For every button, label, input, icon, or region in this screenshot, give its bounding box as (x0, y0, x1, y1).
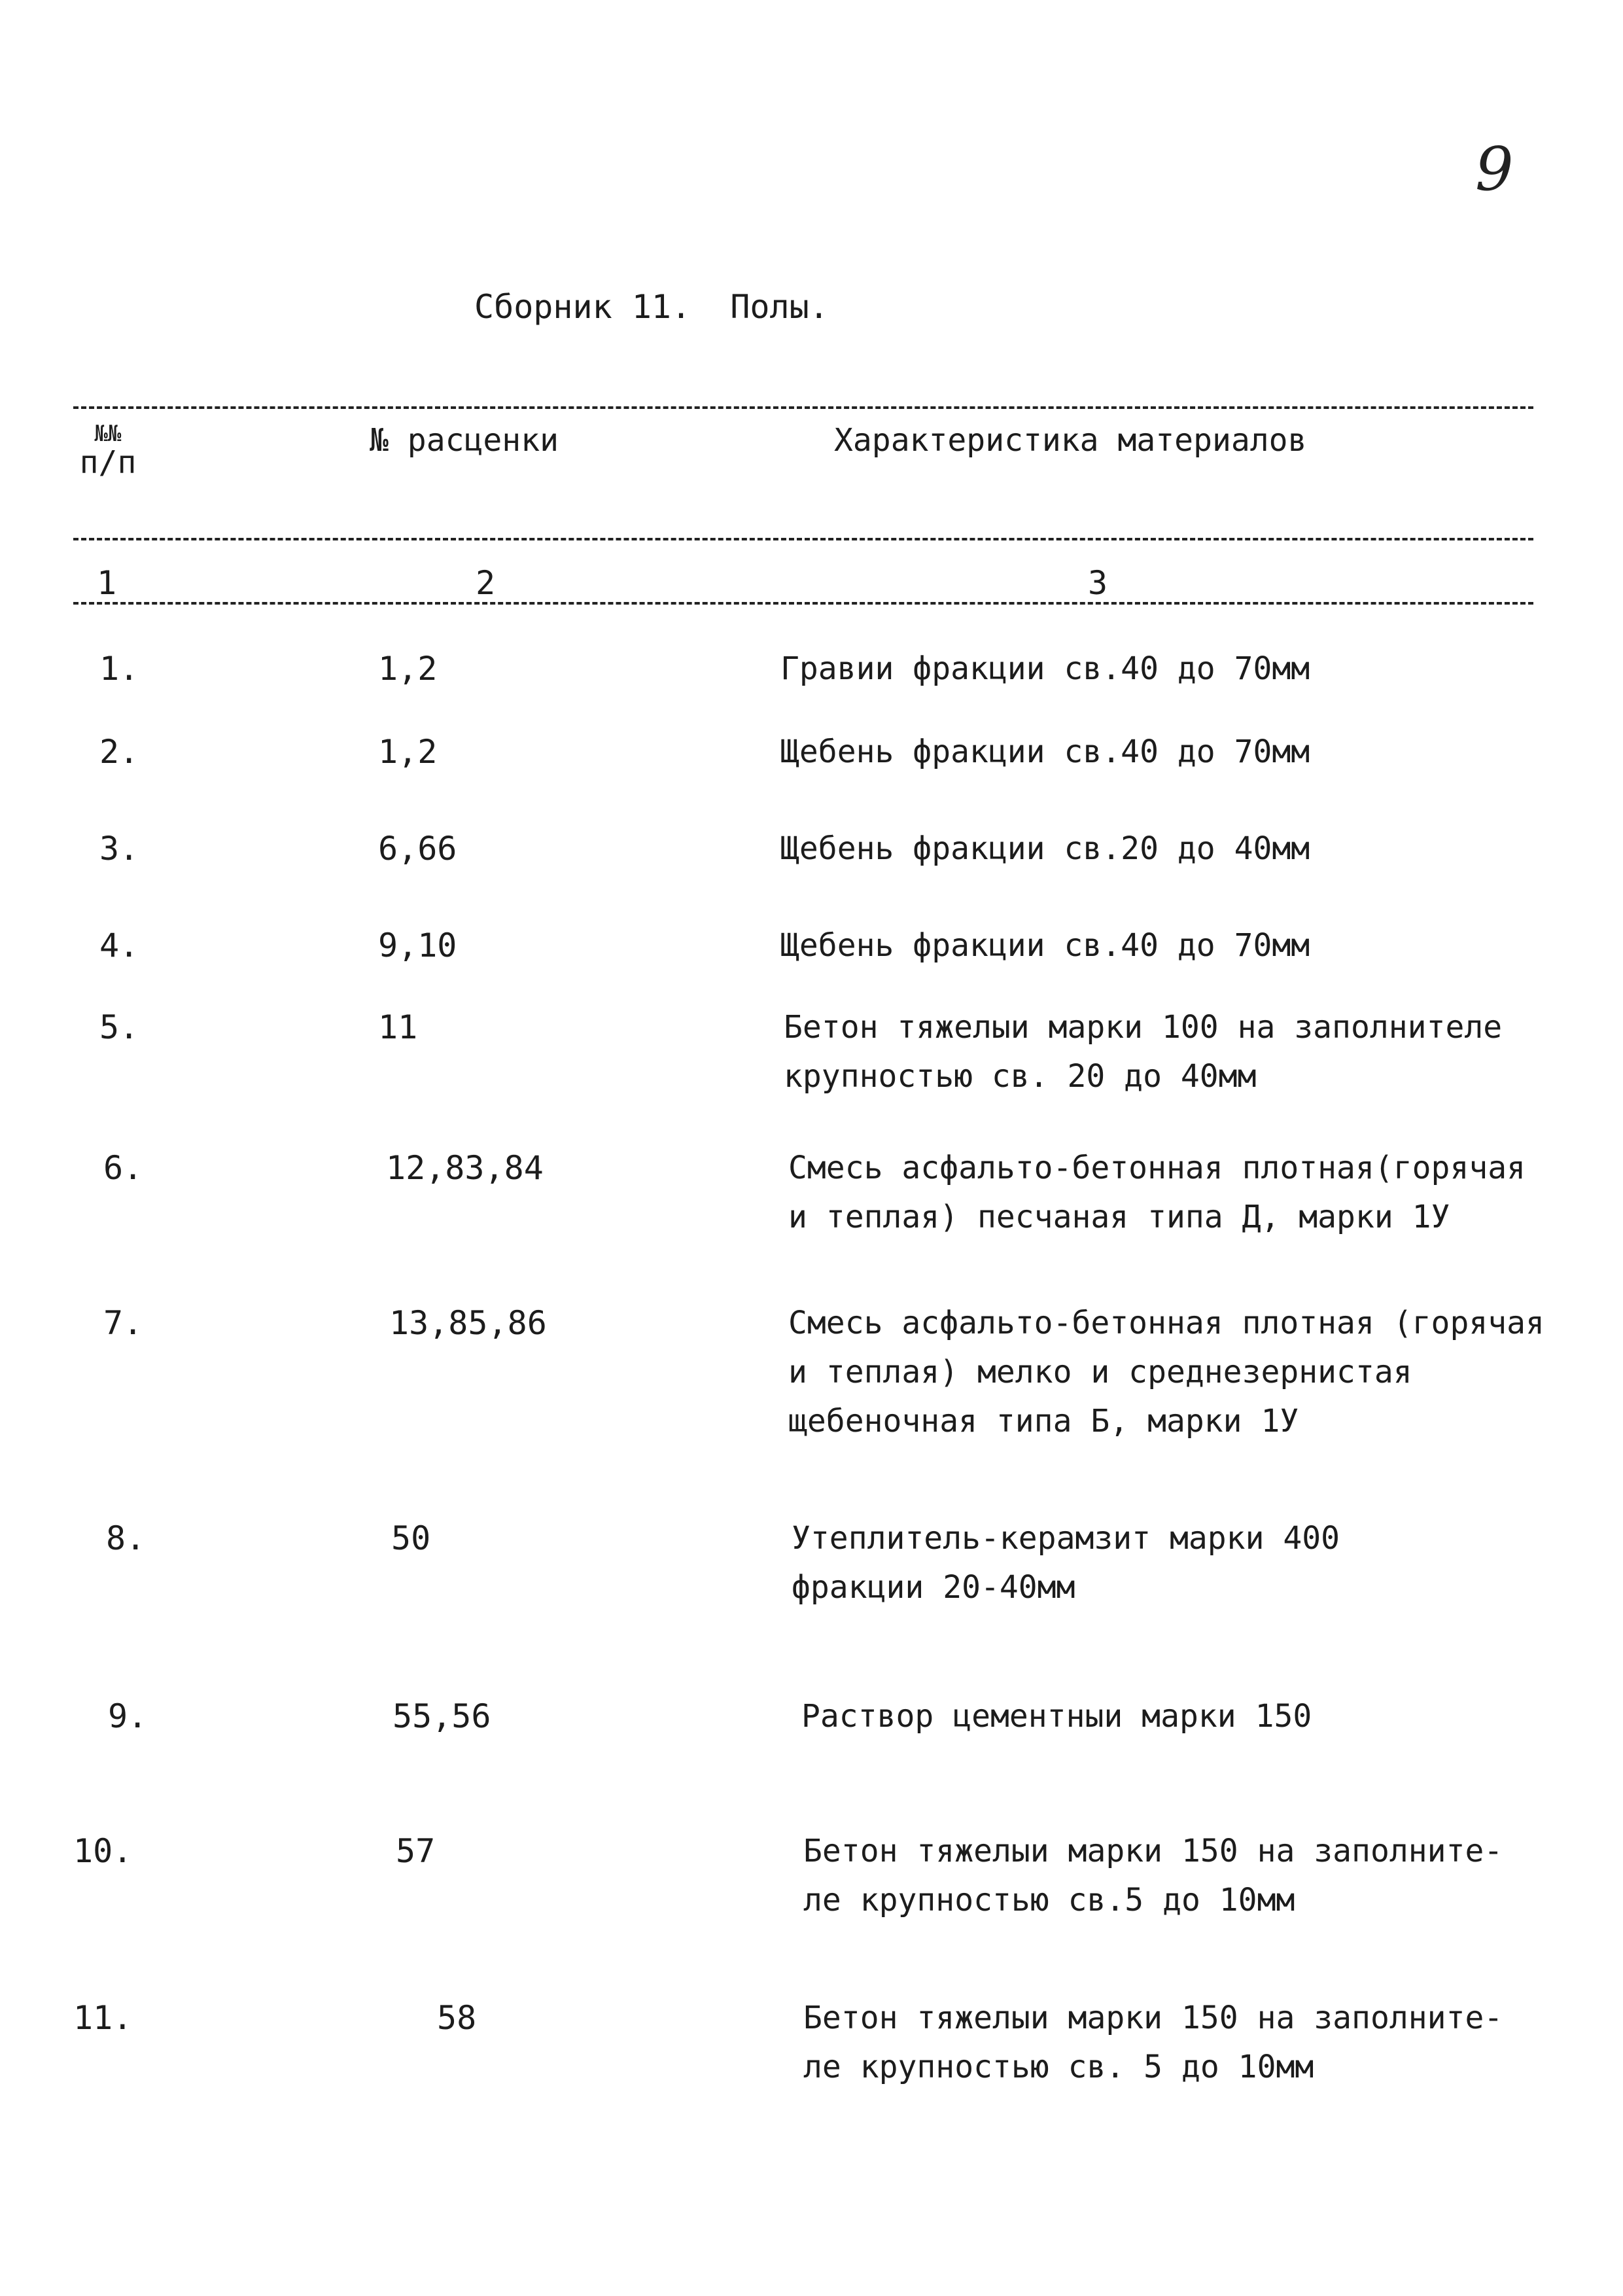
row-description: Бетон тяжелыи марки 100 на заполнителе крупностью св. 20 до 40мм (784, 1009, 1503, 1095)
page-title: Сборник 11. Полы. (474, 288, 829, 326)
row-index: 1. (99, 650, 139, 688)
row-code: 55,56 (393, 1697, 491, 1735)
row-description: Гравии фракции св.40 до 70мм (780, 650, 1310, 687)
row-code: 12,83,84 (386, 1149, 544, 1187)
table-top-rule (73, 406, 1533, 409)
row-description: Смесь асфальто-бетонная плотная(горячая и теплая) песчаная типа Д, марки 1У (788, 1150, 1526, 1235)
row-index: 3. (99, 830, 139, 868)
row-code: 50 (391, 1519, 431, 1557)
row-code: 13,85,86 (389, 1304, 547, 1342)
row-index: 5. (99, 1008, 139, 1046)
row-code: 57 (396, 1832, 436, 1870)
row-index: 9. (108, 1697, 148, 1735)
row-index: 7. (103, 1304, 143, 1342)
header-bottom-rule (73, 538, 1533, 540)
row-description: Смесь асфальто-бетонная плотная (горячая и теплая) мелко и среднезернистая щебеночная типа Б, марки 1У (788, 1305, 1544, 1439)
row-description: Утеплитель-керамзит марки 400 фракции 20-40мм (792, 1520, 1340, 1606)
column-number-1: 1 (97, 564, 117, 602)
row-description: Бетон тяжелыи марки 150 на заполните- ле крупностью св. 5 до 10мм (803, 2000, 1503, 2085)
header-code: № расценки (370, 422, 559, 459)
row-index: 10. (73, 1832, 133, 1870)
header-index (72, 423, 144, 481)
header-description: Характеристика материалов (834, 422, 1307, 459)
header-index-label: п/п (79, 444, 137, 481)
column-number-3: 3 (1088, 564, 1108, 602)
row-code: 6,66 (378, 830, 457, 868)
row-description: Щебень фракции св.40 до 70мм (780, 733, 1310, 770)
column-number-rule (73, 602, 1533, 605)
row-index: 2. (99, 733, 139, 771)
row-index: 4. (99, 927, 139, 964)
row-code: 1,2 (378, 650, 438, 688)
row-description: Щебень фракции св.20 до 40мм (780, 830, 1310, 867)
column-number-2: 2 (476, 564, 496, 602)
row-code: 58 (437, 1999, 477, 2037)
row-index: 8. (106, 1519, 146, 1557)
row-description: Бетон тяжелыи марки 150 на заполните- ле крупностью св.5 до 10мм (803, 1833, 1503, 1918)
row-code: 11 (378, 1008, 418, 1046)
row-index: 11. (73, 1999, 133, 2037)
row-index: 6. (103, 1149, 143, 1187)
header-index-symbol: №№ (94, 421, 122, 447)
row-code: 1,2 (378, 733, 438, 771)
row-description: Раствор цементныи марки 150 (801, 1698, 1312, 1735)
row-description: Щебень фракции св.40 до 70мм (780, 927, 1310, 964)
page-number: 9 (1475, 134, 1514, 204)
row-code: 9,10 (378, 927, 457, 964)
